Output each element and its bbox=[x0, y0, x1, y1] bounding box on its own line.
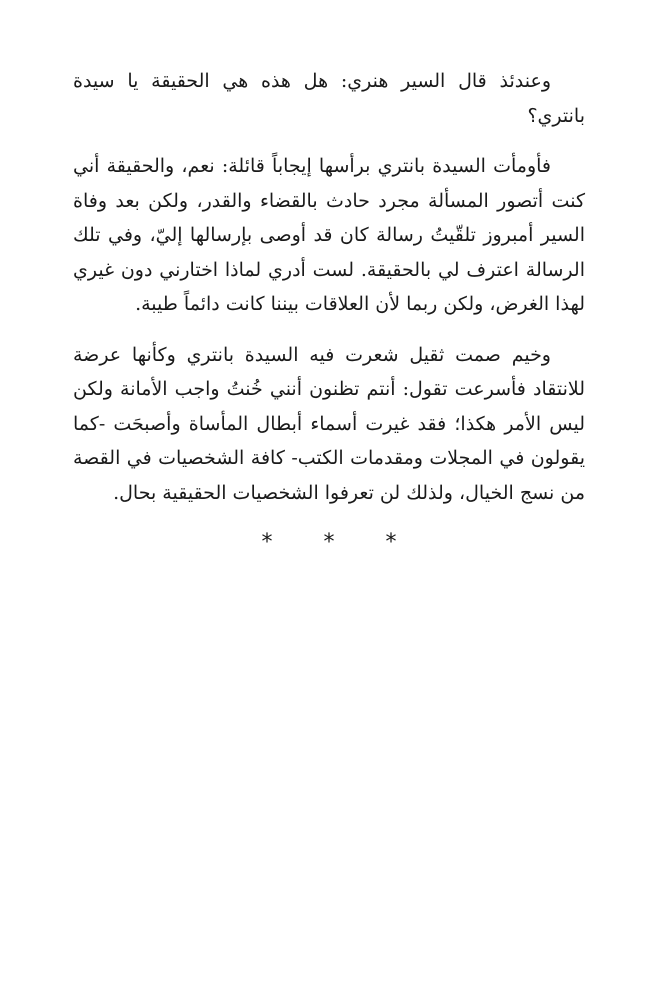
paragraph-silence: وخيم صمت ثقيل شعرت فيه السيدة بانتري وكأنها عرضة للانتقاد فأسرعت تقول: أنتم تظنون أنني خُنتُ واجب الأمانة ولكن ليس الأمر هكذا؛ فقد غيرت أسماء أبطال المأساة وأصبحَت -كما يقولون في المجلات ومقدمات الكتب- كافة الشخصيات في القصة من نسج الخيال، ولذلك لن تعرفوا الشخصيات الحقيقية بحال. bbox=[73, 343, 585, 504]
section-separator: * * * bbox=[261, 530, 419, 555]
paragraph-mrs-bantry-answer: فأومأت السيدة بانتري برأسها إيجاباً قائلة: نعم، والحقيقة أني كنت أتصور المسألة مجرد حادث بالقضاء والقدر، ولكن بعد وفاة السير أمبروز تلقّيتُ رسالة كان قد أوصى بإرسالها إليّ، وفي تلك الرسالة اعترف لي بالحقيقة. لست أدري لماذا اختارني دون غيري لهذا الغرض، ولكن ربما لأن العلاقات بيننا كانت دائماً طيبة. bbox=[73, 155, 585, 315]
book-page bbox=[73, 64, 585, 561]
paragraph-sir-henry-question: وعندئذ قال السير هنري: هل هذه هي الحقيقة يا سيدة بانتري؟ bbox=[73, 70, 585, 127]
